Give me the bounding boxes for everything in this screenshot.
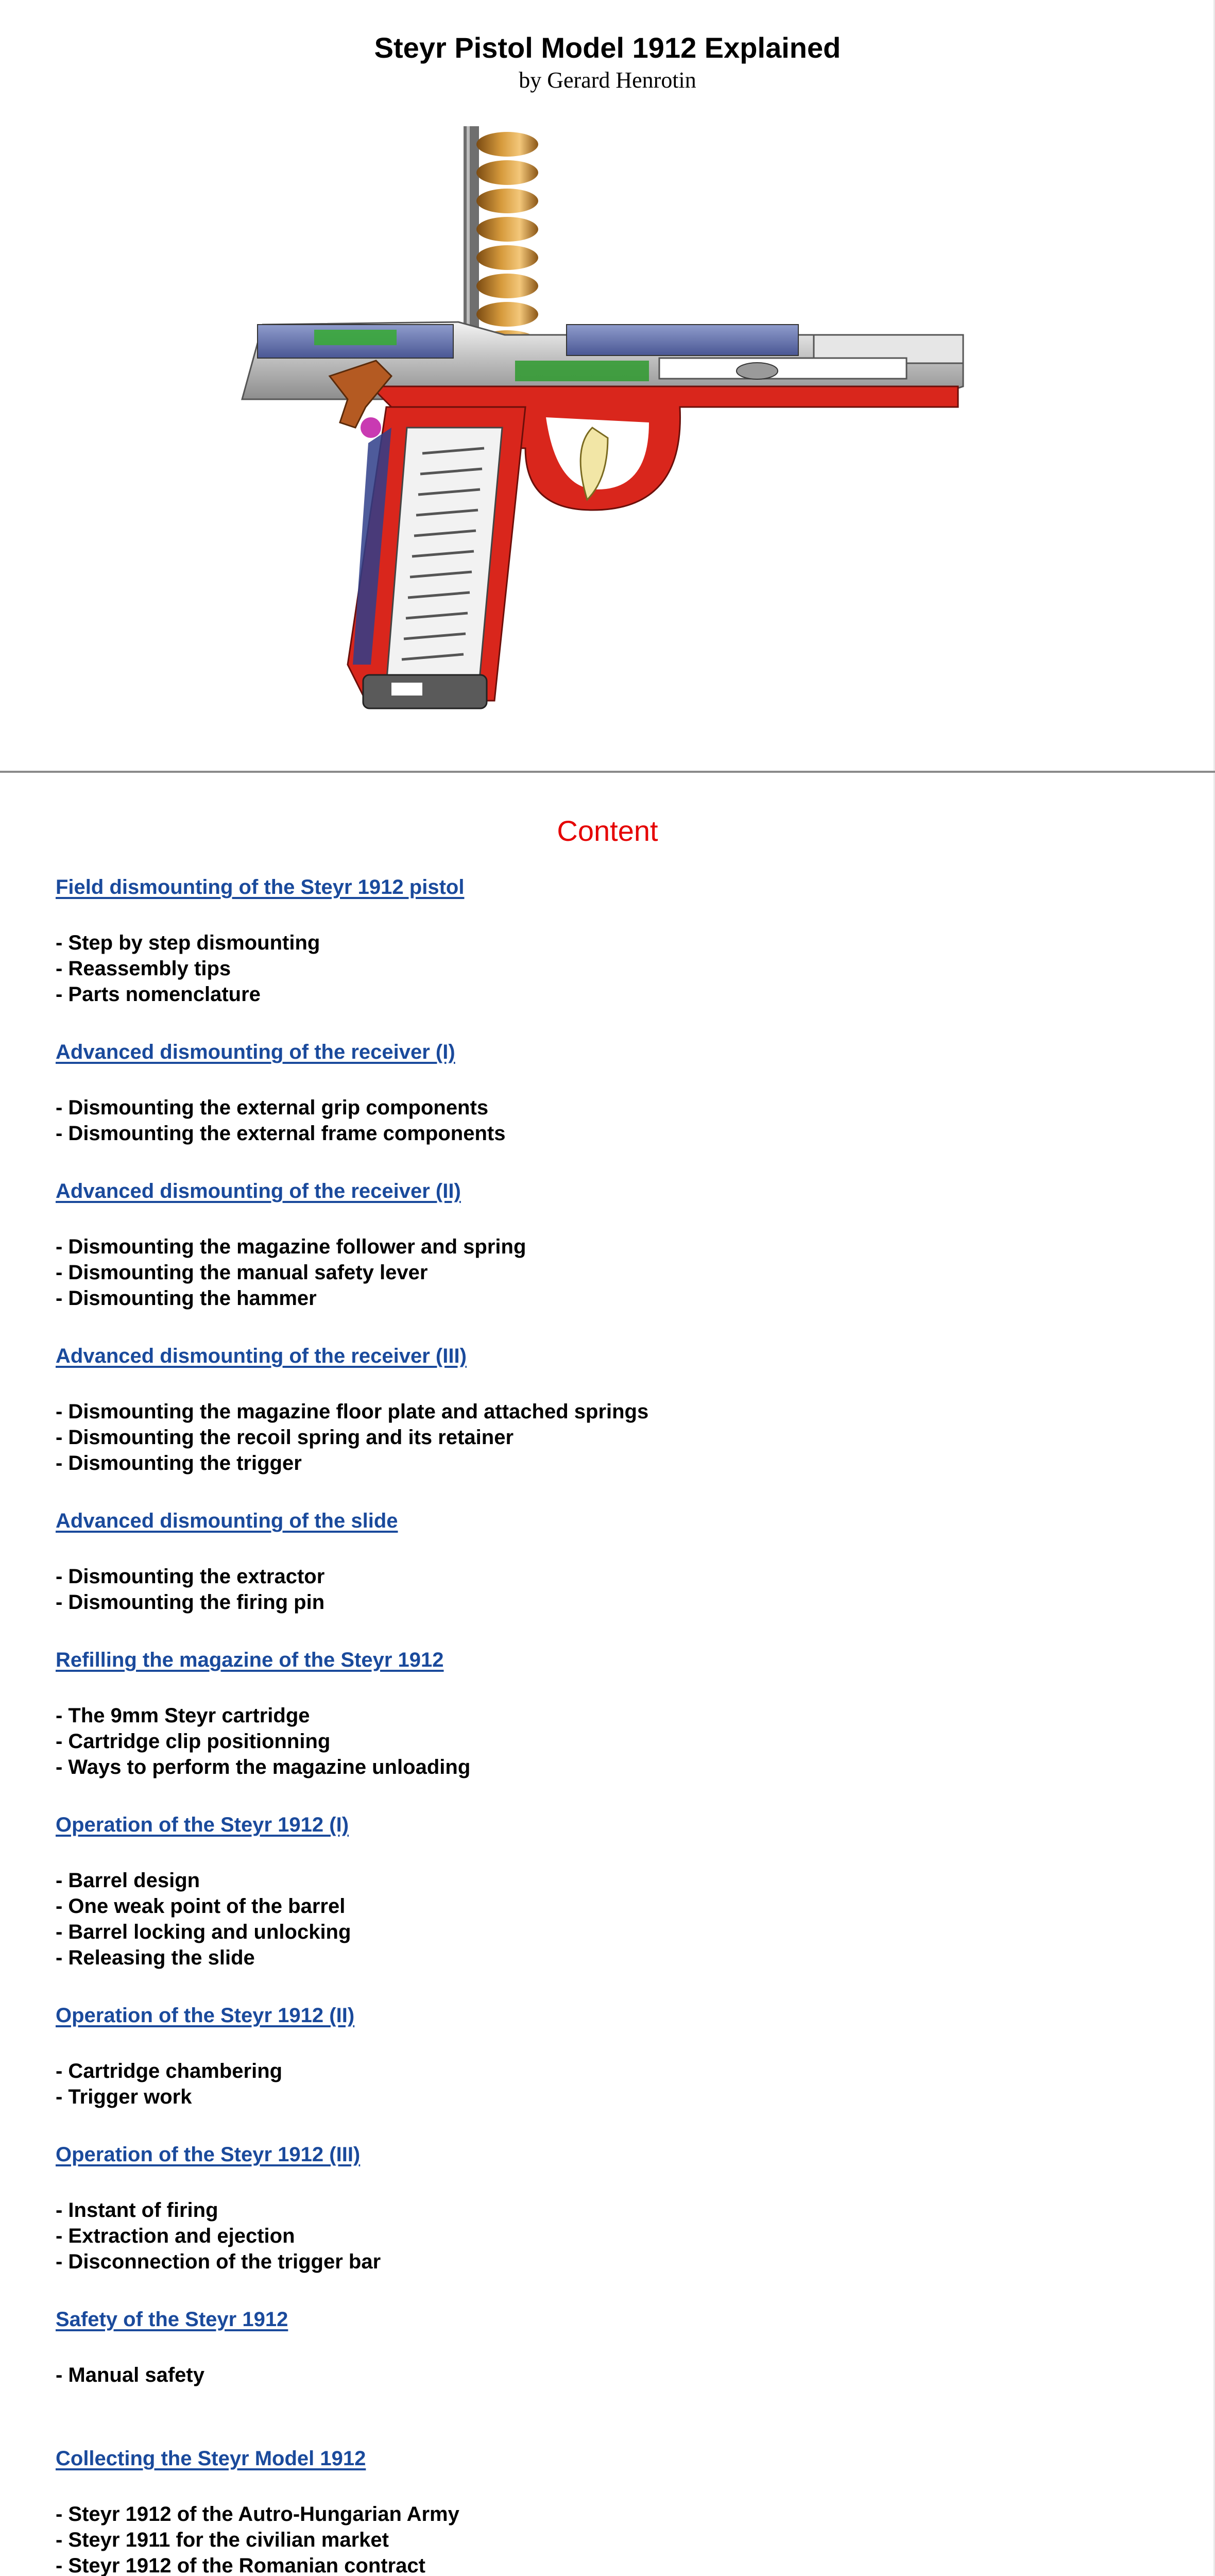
toc-item: - Manual safety bbox=[56, 2364, 204, 2386]
toc-section bbox=[56, 1510, 1137, 1615]
toc-link[interactable]: Safety of the Steyr 1912 bbox=[56, 2308, 288, 2331]
toc-item: - Dismounting the magazine follower and spring bbox=[56, 1235, 526, 1258]
toc-link[interactable]: Advanced dismounting of the receiver (I) bbox=[56, 1041, 455, 1063]
toc-item: - Extraction and ejection bbox=[56, 2225, 295, 2247]
toc-item: - Dismounting the hammer bbox=[56, 1287, 317, 1310]
toc-link[interactable]: Operation of the Steyr 1912 (III) bbox=[56, 2143, 361, 2166]
toc-item: - Dismounting the external frame components bbox=[56, 1122, 506, 1145]
cutaway-pistol-illustration bbox=[237, 118, 973, 732]
cartridge-stack bbox=[476, 132, 538, 355]
toc-link[interactable]: Refilling the magazine of the Steyr 1912 bbox=[56, 1649, 444, 1671]
toc-item: - Dismounting the recoil spring and its retainer bbox=[56, 1426, 514, 1449]
toc-section bbox=[56, 2308, 1137, 2388]
toc-item: - Dismounting the trigger bbox=[56, 1452, 302, 1475]
toc-item: - Barrel design bbox=[56, 1869, 200, 1892]
toc-item-list bbox=[56, 2058, 1137, 2110]
toc-section bbox=[56, 1814, 1137, 1971]
content-heading: Content bbox=[557, 815, 658, 847]
toc-section bbox=[56, 1180, 1137, 1311]
toc-item: - Steyr 1911 for the civilian market bbox=[56, 2529, 389, 2551]
toc-item-list bbox=[56, 2362, 1137, 2388]
toc-item-list bbox=[56, 2501, 1137, 2576]
toc-item: - Dismounting the magazine floor plate and attached springs bbox=[56, 1400, 649, 1423]
toc-item: - Dismounting the external grip components bbox=[56, 1096, 489, 1119]
toc-item: - Instant of firing bbox=[56, 2199, 218, 2222]
toc-link[interactable]: Collecting the Steyr Model 1912 bbox=[56, 2447, 366, 2470]
toc-section bbox=[56, 2143, 1137, 2275]
toc-item-list bbox=[56, 1234, 1137, 1311]
toc-link[interactable]: Operation of the Steyr 1912 (I) bbox=[56, 1814, 349, 1836]
toc-link[interactable]: Field dismounting of the Steyr 1912 pistol bbox=[56, 876, 465, 899]
horizontal-divider bbox=[0, 771, 1215, 773]
toc-section bbox=[56, 1345, 1137, 1476]
author-byline: by Gerard Henrotin bbox=[519, 67, 696, 93]
toc-section bbox=[56, 2447, 1137, 2576]
toc-section bbox=[56, 876, 1137, 1007]
toc-item-list bbox=[56, 1564, 1137, 1615]
pistol-grip bbox=[348, 407, 525, 708]
toc-item: - The 9mm Steyr cartridge bbox=[56, 1704, 310, 1727]
toc-item: - Trigger work bbox=[56, 2086, 192, 2108]
toc-link[interactable]: Advanced dismounting of the receiver (III) bbox=[56, 1345, 467, 1367]
toc-item: - Step by step dismounting bbox=[56, 931, 320, 954]
toc-item: - Dismounting the manual safety lever bbox=[56, 1261, 428, 1284]
toc-section bbox=[56, 1649, 1137, 1780]
toc-item: - Steyr 1912 of the Autro-Hungarian Army bbox=[56, 2503, 459, 2526]
toc-item-list bbox=[56, 1095, 1137, 1146]
toc-item: - Reassembly tips bbox=[56, 957, 231, 980]
toc-link[interactable]: Advanced dismounting of the receiver (II) bbox=[56, 1180, 461, 1202]
toc-item: - One weak point of the barrel bbox=[56, 1895, 346, 1918]
toc-item-list bbox=[56, 930, 1137, 1007]
toc-item: - Cartridge clip positionning bbox=[56, 1730, 331, 1753]
toc-item: - Steyr 1912 of the Romanian contract bbox=[56, 2554, 425, 2576]
toc-item-list bbox=[56, 1399, 1137, 1476]
toc-item-list bbox=[56, 2197, 1137, 2275]
toc-link[interactable]: Advanced dismounting of the slide bbox=[56, 1510, 398, 1532]
toc-item: - Cartridge chambering bbox=[56, 2060, 283, 2082]
toc-item-list bbox=[56, 1868, 1137, 1971]
toc-section bbox=[56, 1041, 1137, 1146]
toc-item: - Dismounting the firing pin bbox=[56, 1591, 325, 1614]
toc-item: - Parts nomenclature bbox=[56, 983, 261, 1006]
toc-item-list bbox=[56, 1703, 1137, 1780]
toc-link[interactable]: Operation of the Steyr 1912 (II) bbox=[56, 2004, 355, 2027]
toc-item: - Barrel locking and unlocking bbox=[56, 1921, 351, 1943]
toc-item: - Ways to perform the magazine unloading bbox=[56, 1756, 471, 1778]
page-title: Steyr Pistol Model 1912 Explained bbox=[374, 31, 841, 64]
toc-section bbox=[56, 2004, 1137, 2110]
toc-item: - Releasing the slide bbox=[56, 1946, 255, 1969]
toc-item: - Dismounting the extractor bbox=[56, 1565, 325, 1588]
toc-item: - Disconnection of the trigger bar bbox=[56, 2250, 381, 2273]
